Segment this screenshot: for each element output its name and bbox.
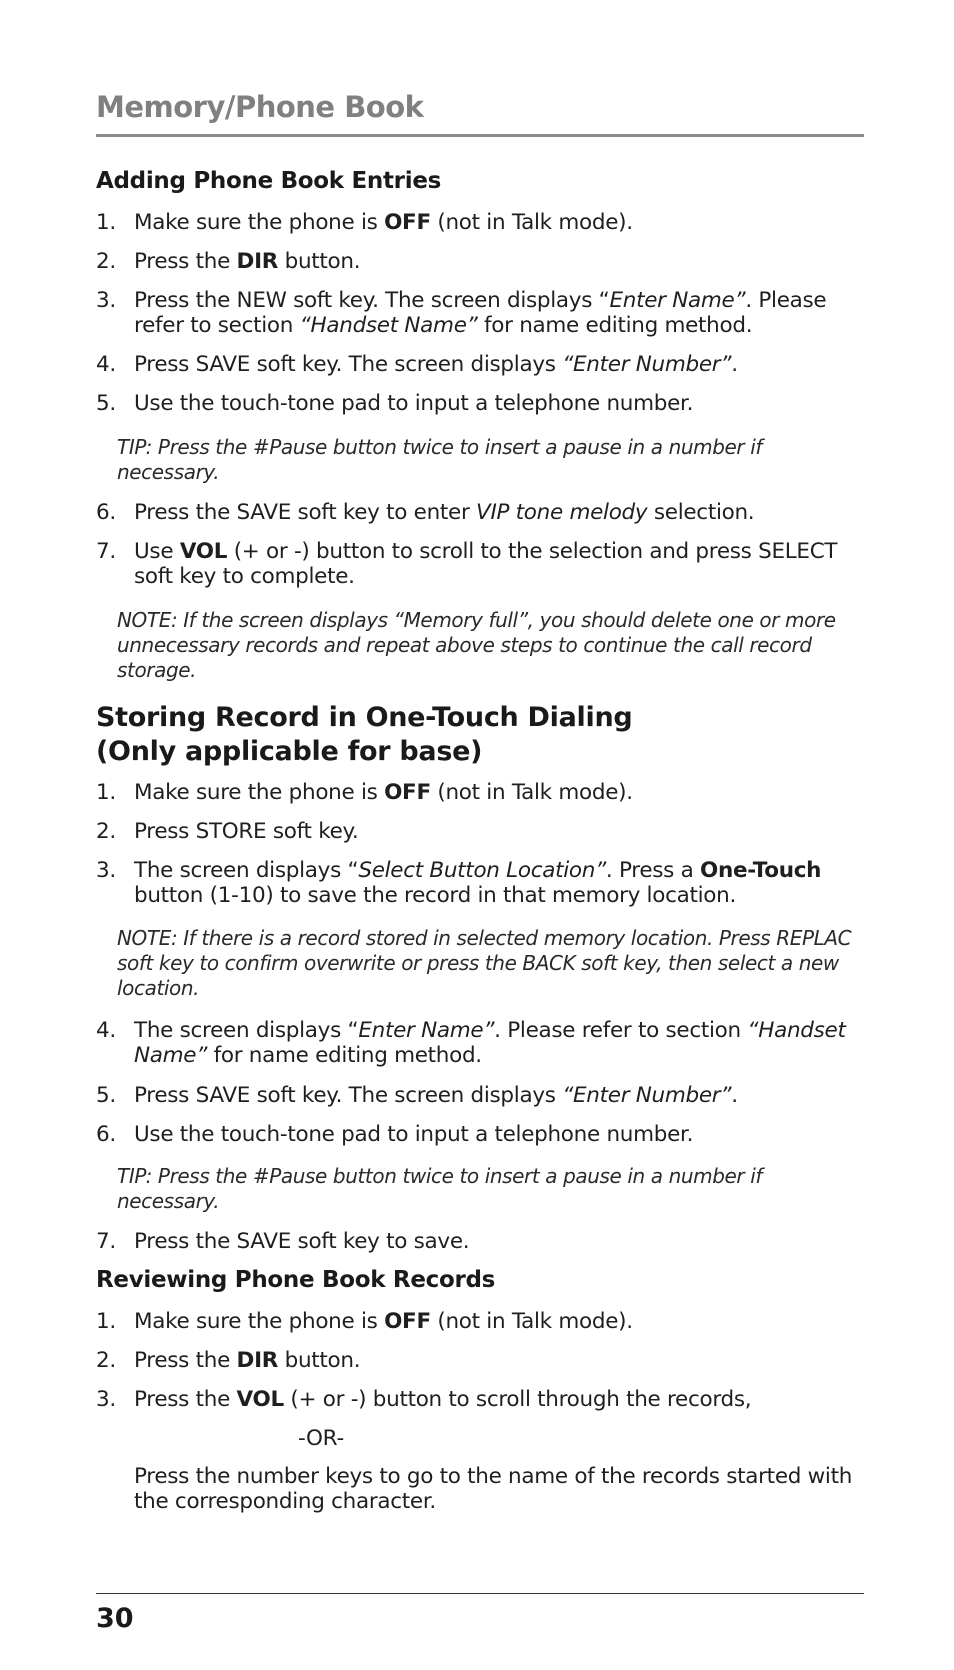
step-italic: Select Button Location” [358,858,606,883]
step-text: button. [278,249,361,274]
step-text: (+ or -) button to scroll through the records, [283,1387,752,1412]
step-item [96,1348,866,1373]
step-number: 4. [96,1018,116,1043]
step-bold: VOL [236,1387,284,1412]
step-number: 5. [96,391,116,416]
step-item [96,858,866,908]
step-number: 3. [96,858,116,883]
step-number: 3. [96,288,116,313]
section-heading-line: Storing Record in One-Touch Dialing [96,702,633,733]
note-text: NOTE: If the screen displays “Memory full”, you should delete one or more unnecessary records and repeat above steps to continue the call record storage. [117,608,836,682]
step-number: 2. [96,819,116,844]
step-number: 2. [96,249,116,274]
step-text: . [731,352,738,377]
step-text: Use the touch-tone pad to input a telephone number. [134,391,694,416]
step-text: selection. [647,500,755,525]
step-text: Press STORE soft key. [134,819,359,844]
step-text: (not in Talk mode). [430,780,633,805]
header-rule [96,134,864,137]
step-bold: OFF [384,780,431,805]
step-bold: OFF [384,210,431,235]
step-item [96,210,866,235]
step-number: 3. [96,1387,116,1412]
step-text: Press SAVE soft key. The screen displays [134,1083,563,1108]
step-item [96,539,866,589]
step-italic: Enter Name” [358,1018,495,1043]
step-number: 4. [96,352,116,377]
step-number: 6. [96,1122,116,1147]
step-text: for name editing method. [477,313,753,338]
step-text: Use the touch-tone pad to input a telephone number. [134,1122,694,1147]
step-text: Make sure the phone is [134,1309,385,1334]
step-text: Press the [134,249,237,274]
step-item [96,819,866,844]
step-text: . Press a [605,858,701,883]
step-item [96,288,866,338]
step-bold: One-Touch [700,858,822,883]
step-item [96,1309,866,1334]
section-heading-adding-entries: Adding Phone Book Entries [96,168,442,194]
step-item [96,1387,866,1412]
step-text: Make sure the phone is [134,780,385,805]
tip-text: TIP: Press the #Pause button twice to insert a pause in a number if necessary. [117,435,763,484]
section-heading-line: (Only applicable for base) [96,736,483,767]
alternative-instruction: Press the number keys to go to the name of the records started with the corresponding character. [134,1464,853,1514]
step-bold: DIR [236,249,279,274]
step-text: button (1-10) to save the record in that memory location. [134,883,737,908]
step-item [96,1122,866,1147]
step-item [96,391,866,416]
step-text: Press the SAVE soft key to save. [134,1229,470,1254]
step-number: 2. [96,1348,116,1373]
step-number: 1. [96,210,116,235]
step-text: The screen displays “ [134,1018,359,1043]
note-text: NOTE: If there is a record stored in selected memory location. Press REPLAC soft key to confirm overwrite or press the BACK soft key, then select a new location. [117,926,852,1000]
step-item [96,1229,866,1254]
section-heading-one-touch [96,701,632,769]
step-number: 7. [96,1229,116,1254]
or-separator: -OR- [298,1426,344,1451]
footer-rule [96,1593,864,1594]
step-text: Press SAVE soft key. The screen displays [134,352,563,377]
tip-text: TIP: Press the #Pause button twice to insert a pause in a number if necessary. [117,1164,763,1213]
step-text: Press the [134,1387,237,1412]
step-bold: VOL [179,539,228,564]
step-text: (not in Talk mode). [430,1309,633,1334]
step-italic: “Enter Number” [562,352,732,377]
page-number: 30 [96,1603,134,1634]
step-text: . Please refer to section [494,1018,748,1043]
step-item [96,352,866,377]
step-italic: Enter Name” [609,288,746,313]
step-number: 1. [96,1309,116,1334]
step-item [96,500,866,525]
step-italic: VIP tone melody [476,500,648,525]
step-item [96,249,866,274]
step-item [96,780,866,805]
step-bold: OFF [384,1309,431,1334]
step-text: Press the [134,1348,237,1373]
step-italic: “Enter Number” [562,1083,732,1108]
step-text: . Please refer to section [134,288,827,338]
step-item [96,1018,866,1068]
step-text: (+ or -) button to scroll to the selection and press SELECT soft key to complete. [134,539,838,589]
step-text: . [731,1083,738,1108]
step-italic: “Handset Name” [299,313,478,338]
step-number: 1. [96,780,116,805]
step-number: 6. [96,500,116,525]
step-text: Press the NEW soft key. The screen displays “ [134,288,610,313]
step-text: The screen displays “ [134,858,359,883]
step-italic: “Handset Name” [134,1018,846,1068]
step-text: Make sure the phone is [134,210,385,235]
step-item [96,1083,866,1108]
step-text: button. [278,1348,361,1373]
step-text: for name editing method. [207,1043,482,1068]
step-number: 7. [96,539,116,564]
step-bold: DIR [236,1348,279,1373]
section-heading-reviewing-records: Reviewing Phone Book Records [96,1267,496,1293]
step-number: 5. [96,1083,116,1108]
step-text: Press the SAVE soft key to enter [134,500,477,525]
step-text: (not in Talk mode). [430,210,633,235]
step-text: Use [134,539,180,564]
running-header-title: Memory/Phone Book [96,90,424,124]
